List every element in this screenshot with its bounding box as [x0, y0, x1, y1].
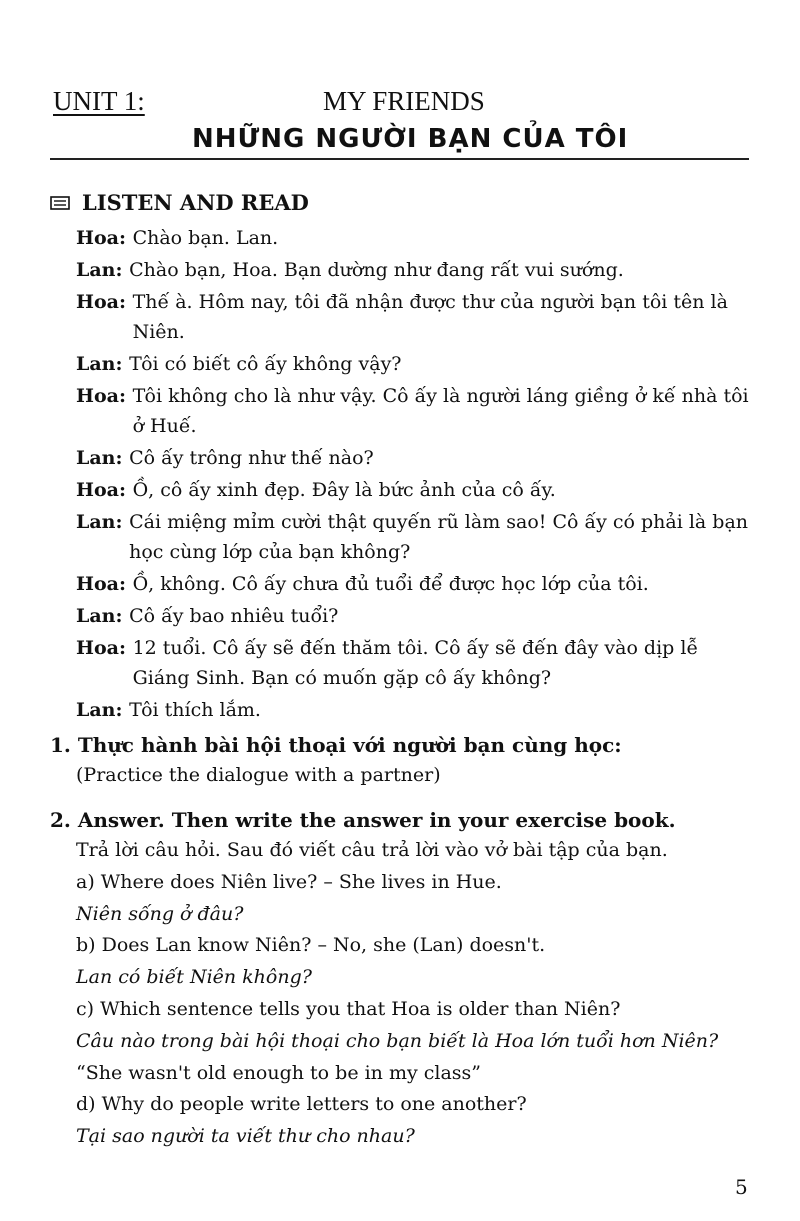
question-a-vietnamese: Niên sống ở đâu?: [76, 902, 244, 925]
dialogue-line: [76, 475, 752, 505]
question-b: b) Does Lan know Niên? – No, she (Lan) doesn't.: [76, 934, 546, 957]
dialogue-line: [76, 287, 752, 347]
speaker-name: Lan: [76, 699, 116, 721]
unit-title-vietnamese: NHỮNG NGƯỜI BẠN CỦA TÔI: [192, 124, 629, 154]
speaker-colon: :: [115, 447, 130, 469]
speaker-name: Hoa: [76, 385, 119, 407]
exercise-2: [50, 805, 754, 1153]
speaker-name: Hoa: [76, 227, 119, 249]
speaker-name: Lan: [76, 511, 116, 533]
dialogue-text: 12 tuổi. Cô ấy sẽ đến thăm tôi. Cô ấy sẽ đến đây vào dịp lễ Giáng Sinh. Bạn có muốn gặp cô ấy không?: [132, 637, 699, 689]
speaker-colon: :: [118, 291, 133, 313]
speaker-colon: :: [115, 511, 130, 533]
dialogue-line: [76, 443, 752, 473]
speaker-colon: :: [118, 637, 133, 659]
dialogue-line: [76, 569, 752, 599]
question-c-answer: “She wasn't old enough to be in my class”: [76, 1061, 482, 1084]
exercise-1: [50, 730, 754, 792]
exercise-2-instruction: Trả lời câu hỏi. Sau đó viết câu trả lời vào vở bài tập của bạn.: [76, 839, 668, 861]
question-c: c) Which sentence tells you that Hoa is older than Niên?: [76, 997, 621, 1020]
exercise-1-subtitle: (Practice the dialogue with a partner): [76, 764, 441, 786]
speaker-name: Lan: [76, 259, 116, 281]
dialogue-text: Chào bạn. Lan.: [132, 227, 279, 249]
unit-label: UNIT 1:: [53, 86, 145, 116]
section-title: LISTEN AND READ: [82, 190, 309, 215]
speaker-colon: :: [115, 699, 130, 721]
dialogue-line: [76, 695, 752, 725]
question-a: a) Where does Niên live? – She lives in Hue.: [76, 870, 502, 893]
dialogue-text: Ồ, không. Cô ấy chưa đủ tuổi để được học lớp của tôi.: [132, 573, 649, 595]
dialogue: [76, 223, 752, 727]
question-d-vietnamese: Tại sao người ta viết thư cho nhau?: [76, 1125, 415, 1148]
speaker-colon: :: [118, 573, 133, 595]
speaker-name: Hoa: [76, 573, 119, 595]
speaker-colon: :: [115, 605, 130, 627]
exercise-1-title: 1. Thực hành bài hội thoại với người bạn cùng học:: [50, 733, 622, 757]
section-heading: [50, 190, 309, 215]
dialogue-text: Cô ấy trông như thế nào?: [129, 447, 374, 469]
book-icon: [50, 190, 70, 215]
speaker-colon: :: [118, 227, 133, 249]
dialogue-line: [76, 349, 752, 379]
speaker-name: Hoa: [76, 291, 119, 313]
dialogue-text: Tôi không cho là như vậy. Cô ấy là người láng giềng ở kế nhà tôi ở Huế.: [132, 385, 749, 437]
header-divider: [50, 158, 749, 160]
speaker-colon: :: [118, 385, 133, 407]
speaker-name: Lan: [76, 447, 116, 469]
speaker-name: Lan: [76, 353, 116, 375]
dialogue-text: Chào bạn, Hoa. Bạn dường như đang rất vui sướng.: [129, 259, 624, 281]
speaker-name: Hoa: [76, 637, 119, 659]
dialogue-text: Thế à. Hôm nay, tôi đã nhận được thư của người bạn tôi tên là Niên.: [132, 291, 728, 343]
question-d: d) Why do people write letters to one another?: [76, 1093, 527, 1116]
dialogue-line: [76, 633, 752, 693]
dialogue-line: [76, 223, 752, 253]
dialogue-line: [76, 381, 752, 441]
unit-title: MY FRIENDS: [323, 86, 485, 116]
speaker-name: Lan: [76, 605, 116, 627]
dialogue-text: Tôi thích lắm.: [129, 699, 261, 721]
speaker-name: Hoa: [76, 479, 119, 501]
dialogue-text: Cô ấy bao nhiêu tuổi?: [129, 605, 339, 627]
speaker-colon: :: [118, 479, 133, 501]
unit-header: [53, 86, 613, 120]
question-b-vietnamese: Lan có biết Niên không?: [76, 966, 312, 989]
page-number: 5: [735, 1175, 748, 1199]
dialogue-line: [76, 255, 752, 285]
dialogue-text: Ồ, cô ấy xinh đẹp. Đây là bức ảnh của cô ấy.: [132, 479, 556, 501]
dialogue-text: Tôi có biết cô ấy không vậy?: [129, 353, 402, 375]
question-c-vietnamese: Câu nào trong bài hội thoại cho bạn biết là Hoa lớn tuổi hơn Niên?: [76, 1029, 719, 1052]
speaker-colon: :: [115, 259, 130, 281]
speaker-colon: :: [115, 353, 130, 375]
dialogue-line: [76, 507, 752, 567]
exercise-2-title: 2. Answer. Then write the answer in your exercise book.: [50, 808, 676, 832]
dialogue-text: Cái miệng mỉm cười thật quyến rũ làm sao! Cô ấy có phải là bạn học cùng lớp của bạn không?: [129, 511, 749, 563]
dialogue-line: [76, 601, 752, 631]
